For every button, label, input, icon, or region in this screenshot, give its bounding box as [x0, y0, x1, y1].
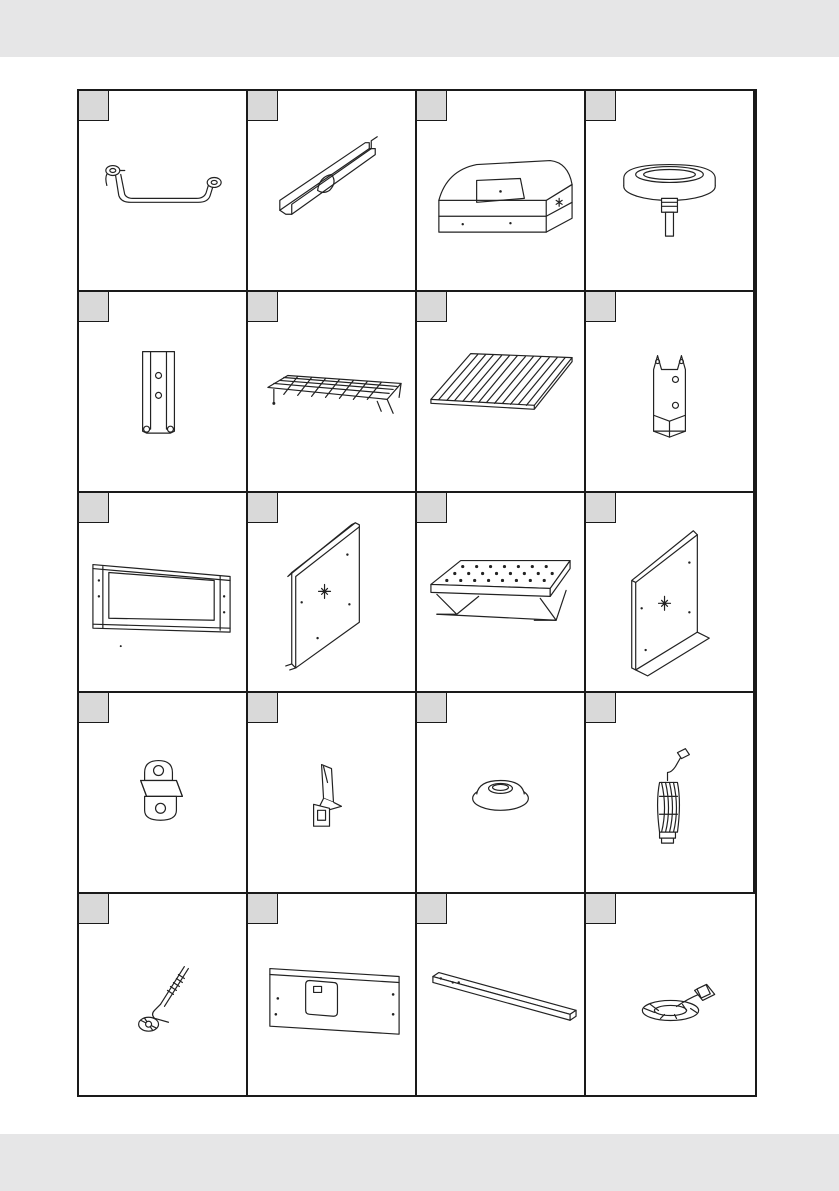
part-cell-2 [248, 91, 417, 292]
part-cell-19 [417, 894, 586, 1095]
leg-bracket-icon [586, 292, 753, 491]
firebox-lid-icon [417, 91, 584, 290]
part-cell-14 [248, 693, 417, 894]
part-cell-12 [586, 493, 755, 694]
back-panel-icon [248, 894, 415, 1095]
part-cell-20 [586, 894, 755, 1095]
footer-band [0, 1134, 839, 1191]
washer-icon [417, 693, 584, 892]
part-cell-18 [248, 894, 417, 1095]
parts-grid [77, 89, 757, 1097]
front-panel-icon [79, 493, 246, 692]
part-cell-9 [79, 493, 248, 694]
coil-handle-icon [586, 693, 753, 892]
support-bar-icon [417, 894, 584, 1095]
part-cell-17 [79, 894, 248, 1095]
thermometer-icon [586, 91, 753, 290]
side-panel-left-icon [248, 493, 415, 692]
hinge-bracket-icon [79, 292, 246, 491]
handle-icon [79, 91, 246, 290]
part-cell-11 [417, 493, 586, 694]
vent-cap-icon [586, 894, 755, 1095]
part-cell-1 [79, 91, 248, 292]
part-cell-13 [79, 693, 248, 894]
bracket-channel-icon [248, 91, 415, 290]
part-cell-6 [248, 292, 417, 493]
part-cell-4 [586, 91, 755, 292]
warming-rack-icon [248, 292, 415, 491]
charcoal-tray-icon [417, 493, 584, 692]
part-cell-8 [586, 292, 755, 493]
part-cell-15 [417, 693, 586, 894]
part-cell-16 [586, 693, 755, 894]
part-cell-7 [417, 292, 586, 493]
clip-bracket-icon [248, 693, 415, 892]
spring-bolt-icon [79, 894, 246, 1095]
side-panel-right-icon [586, 493, 753, 692]
part-cell-5 [79, 292, 248, 493]
part-cell-10 [248, 493, 417, 694]
header-band [0, 0, 839, 57]
cooking-grate-icon [417, 292, 584, 491]
part-cell-3 [417, 91, 586, 292]
damper-knob-icon [79, 693, 246, 892]
